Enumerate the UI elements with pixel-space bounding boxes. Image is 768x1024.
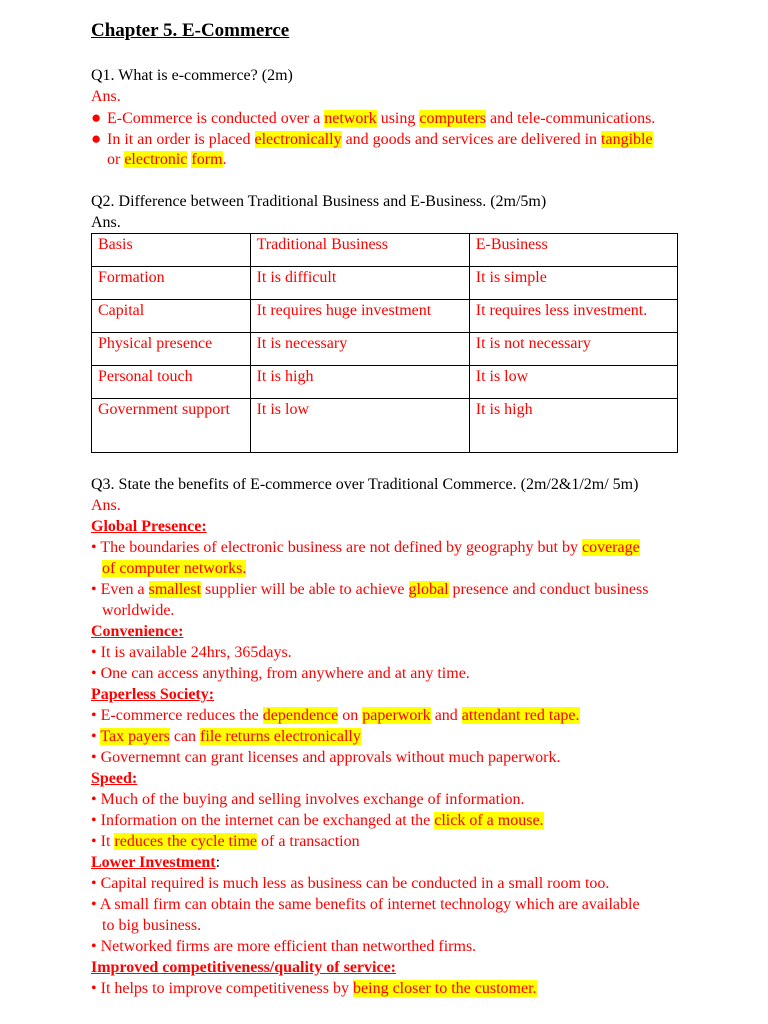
text-run: One can access anything, from anywhere and at any time. xyxy=(100,665,470,682)
section-heading-global-presence: Global Presence: xyxy=(91,518,207,535)
text-run: of a transaction xyxy=(256,833,360,850)
bullet-icon: • xyxy=(91,833,97,850)
bullet-icon: • xyxy=(91,539,97,556)
table-cell: It is simple xyxy=(469,267,677,300)
bullet-icon: • xyxy=(91,812,97,829)
list-item xyxy=(91,789,721,810)
highlight: dependence xyxy=(262,707,339,724)
bullet-icon: • xyxy=(91,938,97,955)
heading-text: Lower Investment xyxy=(91,854,216,871)
highlight: global xyxy=(408,581,449,598)
text-run: or xyxy=(107,151,125,168)
bullet-icon: • xyxy=(91,749,97,766)
text-run: and xyxy=(430,707,462,724)
table-cell: Personal touch xyxy=(92,366,251,399)
list-item xyxy=(91,537,721,558)
chapter-title: Chapter 5. E-Commerce xyxy=(91,20,290,41)
list-item-cont xyxy=(91,558,721,579)
text-run: Capital required is much less as business can be conducted in a small room too. xyxy=(100,875,610,892)
text-run: on xyxy=(338,707,363,724)
list-item xyxy=(91,663,721,684)
heading-colon: : xyxy=(215,854,221,871)
text-run: . xyxy=(222,151,227,168)
text-run: Even a xyxy=(100,581,149,598)
text-run: Much of the buying and selling involves exchange of information. xyxy=(100,791,525,808)
bullet-icon: • xyxy=(91,791,97,808)
highlight: file returns electronically xyxy=(200,728,361,745)
table-cell: Physical presence xyxy=(92,333,251,366)
q1-bullet-2-cont xyxy=(91,149,721,170)
table-cell: It requires less investment. xyxy=(469,300,677,333)
q1-question: Q1. What is e-commerce? (2m) xyxy=(91,67,293,84)
list-item xyxy=(91,831,721,852)
table-header-row xyxy=(92,234,678,267)
q3-question: Q3. State the benefits of E-commerce over Traditional Commerce. (2m/2&1/2m/ 5m) xyxy=(91,476,639,493)
table-cell: It is low xyxy=(250,399,469,453)
list-item xyxy=(91,810,721,831)
section-heading-lower-investment xyxy=(91,852,721,873)
highlight: form xyxy=(191,151,223,168)
table-header-cell: Traditional Business xyxy=(250,234,469,267)
q1-ans-label: Ans. xyxy=(91,88,121,105)
comparison-table xyxy=(91,233,678,453)
text-run: E-commerce reduces the xyxy=(100,707,263,724)
spacer xyxy=(91,44,721,65)
text-run: E-Commerce is conducted over a xyxy=(107,110,325,127)
highlight: attendant red tape. xyxy=(461,707,580,724)
highlight: computers xyxy=(419,110,487,127)
bullet-icon: • xyxy=(91,875,97,892)
highlight: tangible xyxy=(601,131,653,148)
spacer xyxy=(91,170,721,191)
text-run: and tele-communications. xyxy=(486,110,656,127)
text-run: can xyxy=(169,728,201,745)
list-item xyxy=(91,642,721,663)
table-row xyxy=(92,333,678,366)
text-run: It helps to improve competitiveness by xyxy=(100,980,354,997)
table-cell: It is difficult xyxy=(250,267,469,300)
list-item xyxy=(91,936,721,957)
table-cell: Formation xyxy=(92,267,251,300)
bullet-icon: • xyxy=(91,665,97,682)
table-row xyxy=(92,300,678,333)
highlight: electronically xyxy=(254,131,342,148)
text-run: Governemnt can grant licenses and approvals without much paperwork. xyxy=(100,749,561,766)
highlight: coverage xyxy=(581,539,640,556)
highlight: smallest xyxy=(148,581,202,598)
highlight: electronic xyxy=(124,151,188,168)
highlight: reduces the cycle time xyxy=(114,833,257,850)
table-cell: It is high xyxy=(469,399,677,453)
round-bullet-icon: ● xyxy=(91,129,102,148)
text-run: It is available 24hrs, 365days. xyxy=(100,644,292,661)
highlight: click of a mouse. xyxy=(434,812,544,829)
text-run: The boundaries of electronic business are not defined by geography but by xyxy=(100,539,582,556)
text-run: and goods and services are delivered in xyxy=(341,131,602,148)
list-item xyxy=(91,747,721,768)
table-cell: It is high xyxy=(250,366,469,399)
q1-bullet-2 xyxy=(91,128,721,149)
bullet-icon: • xyxy=(91,644,97,661)
q1-bullet-1 xyxy=(91,107,721,128)
text-run: Networked firms are more efficient than networthed firms. xyxy=(100,938,477,955)
round-bullet-icon: ● xyxy=(91,108,102,127)
list-item xyxy=(91,894,721,915)
text-run: Information on the internet can be exchanged at the xyxy=(100,812,435,829)
section-heading-paperless-society: Paperless Society: xyxy=(91,686,215,703)
list-item-cont: to big business. xyxy=(102,917,202,934)
highlight: Tax payers xyxy=(100,728,170,745)
document-page xyxy=(91,18,721,999)
list-item xyxy=(91,873,721,894)
highlight: of computer networks. xyxy=(102,560,247,577)
highlight: being closer to the customer. xyxy=(353,980,537,997)
table-cell: It requires huge investment xyxy=(250,300,469,333)
list-item-cont: worldwide. xyxy=(102,602,175,619)
highlight: network xyxy=(324,110,377,127)
table-cell: It is not necessary xyxy=(469,333,677,366)
table-cell: Government support xyxy=(92,399,251,453)
highlight: paperwork xyxy=(362,707,431,724)
text-run: using xyxy=(376,110,420,127)
bullet-icon: • xyxy=(91,707,97,724)
q3-ans-label: Ans. xyxy=(91,497,121,514)
text-run: A small firm can obtain the same benefits of internet technology which are available xyxy=(99,896,640,913)
table-header-cell: Basis xyxy=(92,234,251,267)
list-item xyxy=(91,579,721,600)
table-header-cell: E-Business xyxy=(469,234,677,267)
list-item xyxy=(91,726,721,747)
table-cell: It is necessary xyxy=(250,333,469,366)
text-run: It xyxy=(100,833,115,850)
bullet-icon: • xyxy=(91,581,97,598)
bullet-icon: • xyxy=(91,728,97,745)
text-run: In it an order is placed xyxy=(107,131,255,148)
table-row xyxy=(92,267,678,300)
table-cell: It is low xyxy=(469,366,677,399)
bullet-icon: • xyxy=(91,896,97,913)
table-row xyxy=(92,399,678,453)
text-run: presence and conduct business xyxy=(448,581,649,598)
text-run: supplier will be able to achieve xyxy=(201,581,409,598)
section-heading-speed: Speed: xyxy=(91,770,138,787)
section-heading-improved-competitiveness: Improved competitiveness/quality of service: xyxy=(91,959,396,976)
table-cell: Capital xyxy=(92,300,251,333)
q2-question: Q2. Difference between Traditional Business and E-Business. (2m/5m) xyxy=(91,193,547,210)
table-row xyxy=(92,366,678,399)
list-item xyxy=(91,705,721,726)
list-item xyxy=(91,978,721,999)
q2-ans-label: Ans. xyxy=(91,214,121,231)
section-heading-convenience: Convenience: xyxy=(91,623,184,640)
spacer xyxy=(91,453,721,474)
bullet-icon: • xyxy=(91,980,97,997)
